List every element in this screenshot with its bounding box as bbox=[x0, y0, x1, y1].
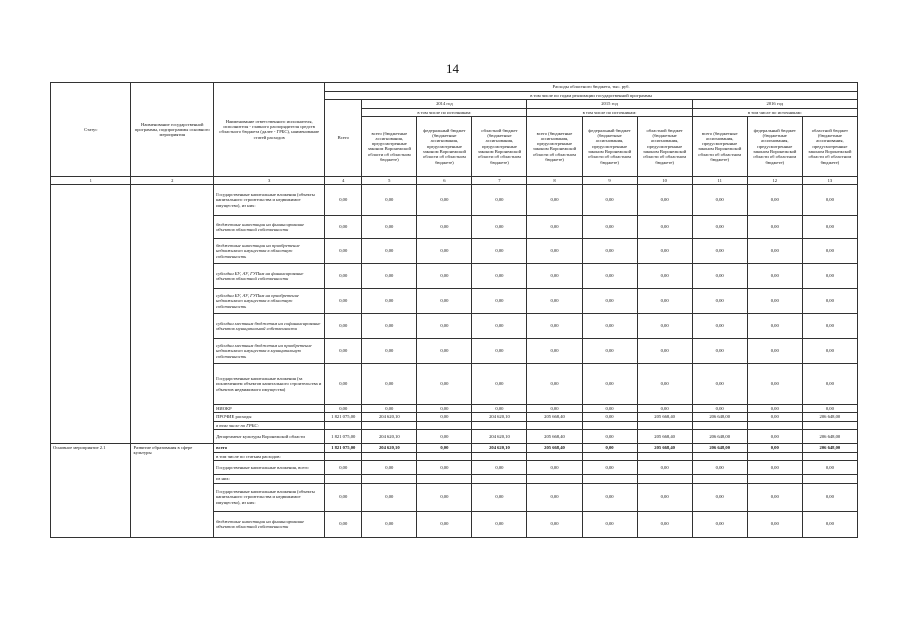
value-cell: 204 620,10 bbox=[362, 413, 417, 421]
header-sub-federal: федеральный бюджет (бюджетные ассигнования, предусмотренные законом Воронежской области об областном бюджете) bbox=[747, 116, 802, 176]
row-label: ПРОЧИЕ расходы bbox=[214, 413, 325, 421]
value-cell: 0,00 bbox=[417, 413, 472, 421]
main-event-name: Развитие образования в сфере культуры bbox=[131, 443, 214, 537]
value-cell: 0,00 bbox=[747, 314, 802, 339]
value-cell: 0,00 bbox=[747, 364, 802, 405]
value-cell: 0,00 bbox=[527, 185, 582, 216]
value-cell: 205 668,40 bbox=[527, 413, 582, 421]
value-cell: 0,00 bbox=[747, 429, 802, 443]
value-cell: 0,00 bbox=[582, 405, 637, 413]
column-number: 8 bbox=[527, 176, 582, 184]
value-cell: 0,00 bbox=[802, 511, 857, 537]
value-cell: 0,00 bbox=[472, 364, 527, 405]
value-cell: 0,00 bbox=[637, 239, 692, 264]
value-cell: 0,00 bbox=[527, 239, 582, 264]
column-number: 7 bbox=[472, 176, 527, 184]
value-cell: 0,00 bbox=[527, 314, 582, 339]
value-cell: 0,00 bbox=[527, 216, 582, 239]
value-cell: 0,00 bbox=[417, 216, 472, 239]
header-executor: Наименование ответственного исполнителя, исполнителя - главного распорядителя средств областного бюджета (далее - ГРБС), наименование статей расходов bbox=[214, 83, 325, 177]
value-cell: 0,00 bbox=[692, 185, 747, 216]
budget-table bbox=[50, 82, 858, 538]
value-cell bbox=[747, 452, 802, 460]
value-cell: 0,00 bbox=[747, 405, 802, 413]
row-label: всего bbox=[214, 443, 325, 452]
value-cell: 0,00 bbox=[582, 339, 637, 364]
value-cell: 0,00 bbox=[417, 339, 472, 364]
value-cell: 0,00 bbox=[417, 461, 472, 475]
row-label: субсидии БУ, АУ, ГУПам на приобретение недвижимого имущества в областную собственность bbox=[214, 289, 325, 314]
value-cell bbox=[362, 452, 417, 460]
column-number: 2 bbox=[131, 176, 214, 184]
value-cell bbox=[472, 421, 527, 429]
value-cell: 0,00 bbox=[472, 461, 527, 475]
column-number: 6 bbox=[417, 176, 472, 184]
value-cell: 1 821 075,00 bbox=[325, 413, 362, 421]
value-cell bbox=[472, 452, 527, 460]
value-cell: 0,00 bbox=[637, 289, 692, 314]
value-cell bbox=[325, 421, 362, 429]
row-label: Государственные капитальные вложения, всего bbox=[214, 461, 325, 475]
header-sub-regional: областной бюджет (бюджетные ассигнования, предусмотренные законом Воронежской области об областном бюджете) bbox=[472, 116, 527, 176]
value-cell: 0,00 bbox=[527, 264, 582, 289]
value-cell: 0,00 bbox=[325, 339, 362, 364]
column-number: 13 bbox=[802, 176, 857, 184]
value-cell: 0,00 bbox=[325, 185, 362, 216]
table-row bbox=[51, 443, 858, 452]
value-cell: 0,00 bbox=[362, 289, 417, 314]
header-sub-total: всего (бюджетные ассигнования, предусмотренные законом Воронежской области об областном бюджете) bbox=[527, 116, 582, 176]
value-cell: 0,00 bbox=[637, 339, 692, 364]
value-cell: 0,00 bbox=[325, 239, 362, 264]
value-cell: 0,00 bbox=[692, 405, 747, 413]
value-cell: 0,00 bbox=[362, 216, 417, 239]
value-cell: 0,00 bbox=[802, 483, 857, 511]
value-cell bbox=[417, 475, 472, 483]
value-cell: 0,00 bbox=[582, 364, 637, 405]
value-cell: 0,00 bbox=[417, 314, 472, 339]
value-cell bbox=[802, 421, 857, 429]
value-cell: 0,00 bbox=[637, 364, 692, 405]
value-cell: 0,00 bbox=[417, 443, 472, 452]
value-cell: 0,00 bbox=[362, 264, 417, 289]
value-cell: 0,00 bbox=[527, 405, 582, 413]
value-cell: 0,00 bbox=[472, 289, 527, 314]
value-cell: 0,00 bbox=[802, 264, 857, 289]
value-cell: 0,00 bbox=[472, 264, 527, 289]
value-cell: 0,00 bbox=[472, 511, 527, 537]
header-expenses: Расходы областного бюджета, тыс. руб. bbox=[325, 83, 858, 92]
value-cell bbox=[802, 475, 857, 483]
header-sub-total: всего (бюджетные ассигнования, предусмотренные законом Воронежской области об областном бюджете) bbox=[692, 116, 747, 176]
value-cell: 0,00 bbox=[802, 461, 857, 475]
column-number: 4 bbox=[325, 176, 362, 184]
value-cell: 0,00 bbox=[362, 511, 417, 537]
row-label: бюджетные инвестиции на финансирование объектов областной собственности bbox=[214, 511, 325, 537]
value-cell: 0,00 bbox=[637, 264, 692, 289]
header-sub-federal: федеральный бюджет (бюджетные ассигнования, предусмотренные законом Воронежской области об областном бюджете) bbox=[582, 116, 637, 176]
value-cell bbox=[637, 452, 692, 460]
value-cell: 0,00 bbox=[362, 314, 417, 339]
row-label: Государственные капитальные вложения (объекты капитального строительства и недвижимое имущество), из них: bbox=[214, 185, 325, 216]
column-number: 5 bbox=[362, 176, 417, 184]
value-cell: 204 620,10 bbox=[472, 443, 527, 452]
value-cell: 0,00 bbox=[582, 314, 637, 339]
value-cell: 0,00 bbox=[747, 264, 802, 289]
value-cell: 0,00 bbox=[527, 289, 582, 314]
header-sub-total: всего (бюджетные ассигнования, предусмотренные законом Воронежской области об областном бюджете) bbox=[362, 116, 417, 176]
value-cell: 0,00 bbox=[417, 364, 472, 405]
value-cell: 204 620,10 bbox=[472, 413, 527, 421]
value-cell: 0,00 bbox=[747, 185, 802, 216]
value-cell: 0,00 bbox=[362, 405, 417, 413]
value-cell: 0,00 bbox=[582, 511, 637, 537]
value-cell: 0,00 bbox=[362, 461, 417, 475]
value-cell: 0,00 bbox=[527, 483, 582, 511]
header-sources-2014: в том числе по источникам: bbox=[362, 108, 527, 116]
value-cell: 0,00 bbox=[692, 239, 747, 264]
value-cell: 0,00 bbox=[582, 185, 637, 216]
row-label: субсидии местным бюджетам на софинансирование объектов муниципальной собственности bbox=[214, 314, 325, 339]
column-number: 9 bbox=[582, 176, 637, 184]
row-label: бюджетные инвестиции на финансирование объектов областной собственности bbox=[214, 216, 325, 239]
value-cell: 0,00 bbox=[362, 239, 417, 264]
value-cell bbox=[692, 475, 747, 483]
value-cell: 0,00 bbox=[747, 443, 802, 452]
value-cell: 0,00 bbox=[747, 216, 802, 239]
value-cell: 0,00 bbox=[747, 461, 802, 475]
column-number: 12 bbox=[747, 176, 802, 184]
column-number: 3 bbox=[214, 176, 325, 184]
value-cell: 0,00 bbox=[692, 314, 747, 339]
value-cell: 206 648,00 bbox=[692, 443, 747, 452]
row-label: в том числе по статьям расходов: bbox=[214, 452, 325, 460]
value-cell: 0,00 bbox=[692, 483, 747, 511]
value-cell: 0,00 bbox=[325, 314, 362, 339]
value-cell: 0,00 bbox=[747, 413, 802, 421]
value-cell: 0,00 bbox=[637, 314, 692, 339]
value-cell bbox=[692, 452, 747, 460]
value-cell bbox=[802, 452, 857, 460]
value-cell: 0,00 bbox=[362, 185, 417, 216]
value-cell bbox=[527, 452, 582, 460]
value-cell: 0,00 bbox=[582, 429, 637, 443]
value-cell: 0,00 bbox=[747, 511, 802, 537]
header-total: Всего bbox=[325, 100, 362, 177]
row-label: из них: bbox=[214, 475, 325, 483]
value-cell bbox=[472, 475, 527, 483]
value-cell: 0,00 bbox=[472, 339, 527, 364]
value-cell: 0,00 bbox=[692, 461, 747, 475]
value-cell: 205 668,40 bbox=[637, 429, 692, 443]
value-cell: 0,00 bbox=[325, 364, 362, 405]
row-label: субсидии БУ, АУ, ГУПам на финансирование объектов областной собственности bbox=[214, 264, 325, 289]
value-cell bbox=[692, 421, 747, 429]
header-sub-regional: областной бюджет (бюджетные ассигнования, предусмотренные законом Воронежской области об областном бюджете) bbox=[637, 116, 692, 176]
value-cell: 206 648,00 bbox=[802, 443, 857, 452]
value-cell: 0,00 bbox=[325, 461, 362, 475]
value-cell: 0,00 bbox=[527, 364, 582, 405]
value-cell: 0,00 bbox=[802, 314, 857, 339]
value-cell: 0,00 bbox=[362, 364, 417, 405]
value-cell bbox=[527, 421, 582, 429]
main-event-status: Основное мероприятие 2.1 bbox=[51, 443, 131, 537]
value-cell: 0,00 bbox=[325, 216, 362, 239]
header-year-2016: 2016 год bbox=[692, 100, 857, 108]
value-cell: 0,00 bbox=[582, 461, 637, 475]
value-cell: 0,00 bbox=[417, 405, 472, 413]
value-cell: 0,00 bbox=[747, 289, 802, 314]
row-label: НИОКР bbox=[214, 405, 325, 413]
value-cell: 0,00 bbox=[802, 339, 857, 364]
value-cell: 0,00 bbox=[692, 289, 747, 314]
value-cell: 0,00 bbox=[637, 405, 692, 413]
header-sub-federal: федеральный бюджет (бюджетные ассигнования, предусмотренные законом Воронежской области об областном бюджете) bbox=[417, 116, 472, 176]
empty-status-cell bbox=[51, 185, 131, 444]
value-cell: 0,00 bbox=[325, 405, 362, 413]
value-cell: 205 668,40 bbox=[637, 413, 692, 421]
value-cell bbox=[417, 421, 472, 429]
value-cell: 1 821 075,00 bbox=[325, 429, 362, 443]
value-cell: 0,00 bbox=[802, 405, 857, 413]
value-cell: 0,00 bbox=[637, 185, 692, 216]
value-cell: 0,00 bbox=[417, 264, 472, 289]
value-cell: 0,00 bbox=[417, 239, 472, 264]
value-cell: 0,00 bbox=[692, 264, 747, 289]
value-cell: 0,00 bbox=[747, 339, 802, 364]
value-cell: 0,00 bbox=[582, 413, 637, 421]
value-cell: 0,00 bbox=[527, 511, 582, 537]
value-cell bbox=[637, 421, 692, 429]
value-cell bbox=[527, 475, 582, 483]
value-cell: 0,00 bbox=[417, 185, 472, 216]
column-number-row bbox=[51, 176, 858, 184]
value-cell bbox=[637, 475, 692, 483]
row-label: бюджетные инвестиции на приобретение недвижимого имущества в областную собственность bbox=[214, 239, 325, 264]
value-cell: 0,00 bbox=[582, 483, 637, 511]
page-number: 14 bbox=[446, 61, 459, 76]
value-cell: 206 648,00 bbox=[802, 413, 857, 421]
header-by-years: в том числе по годам реализации государственной программы bbox=[325, 92, 858, 100]
value-cell bbox=[362, 421, 417, 429]
value-cell: 0,00 bbox=[325, 483, 362, 511]
value-cell: 205 668,40 bbox=[527, 443, 582, 452]
value-cell: 206 648,00 bbox=[802, 429, 857, 443]
value-cell: 0,00 bbox=[582, 443, 637, 452]
value-cell: 204 620,10 bbox=[362, 443, 417, 452]
value-cell: 204 620,10 bbox=[472, 429, 527, 443]
value-cell: 0,00 bbox=[472, 185, 527, 216]
value-cell: 0,00 bbox=[472, 239, 527, 264]
value-cell: 0,00 bbox=[582, 264, 637, 289]
row-label: субсидии местным бюджетам на приобретение недвижимого имущества в муниципальную собственность bbox=[214, 339, 325, 364]
value-cell: 0,00 bbox=[637, 483, 692, 511]
header-status: Статус bbox=[51, 83, 131, 177]
value-cell: 0,00 bbox=[417, 289, 472, 314]
row-label: Департамент культуры Воронежской области bbox=[214, 429, 325, 443]
value-cell bbox=[582, 421, 637, 429]
value-cell: 0,00 bbox=[802, 364, 857, 405]
column-number: 1 bbox=[51, 176, 131, 184]
value-cell bbox=[747, 421, 802, 429]
column-number: 11 bbox=[692, 176, 747, 184]
value-cell: 0,00 bbox=[692, 339, 747, 364]
header-sub-regional: областной бюджет (бюджетные ассигнования, предусмотренные законом Воронежской области об областном бюджете) bbox=[802, 116, 857, 176]
value-cell: 0,00 bbox=[802, 216, 857, 239]
value-cell: 0,00 bbox=[582, 289, 637, 314]
value-cell bbox=[582, 475, 637, 483]
value-cell: 0,00 bbox=[472, 216, 527, 239]
value-cell: 0,00 bbox=[325, 264, 362, 289]
value-cell bbox=[747, 475, 802, 483]
value-cell: 0,00 bbox=[747, 239, 802, 264]
value-cell: 0,00 bbox=[582, 216, 637, 239]
value-cell: 0,00 bbox=[692, 216, 747, 239]
value-cell: 205 668,40 bbox=[637, 443, 692, 452]
row-label: в том числе по ГРБС: bbox=[214, 421, 325, 429]
value-cell bbox=[325, 452, 362, 460]
header-sources-2016: в том числе по источникам: bbox=[692, 108, 857, 116]
value-cell: 0,00 bbox=[802, 185, 857, 216]
value-cell: 0,00 bbox=[527, 461, 582, 475]
value-cell bbox=[325, 475, 362, 483]
header-sources-2015: в том числе по источникам: bbox=[527, 108, 692, 116]
empty-name-cell bbox=[131, 185, 214, 444]
value-cell: 0,00 bbox=[637, 216, 692, 239]
value-cell: 0,00 bbox=[362, 483, 417, 511]
value-cell bbox=[582, 452, 637, 460]
value-cell bbox=[417, 452, 472, 460]
value-cell: 204 620,10 bbox=[362, 429, 417, 443]
value-cell: 0,00 bbox=[472, 483, 527, 511]
row-label: Государственные капитальные вложения (за исключением объектов капитального строительства и объектов недвижимого имущества) bbox=[214, 364, 325, 405]
value-cell: 0,00 bbox=[527, 339, 582, 364]
value-cell: 0,00 bbox=[582, 239, 637, 264]
row-label: Государственные капитальные вложения (объекты капитального строительства и недвижимое имущество), из них: bbox=[214, 483, 325, 511]
value-cell: 0,00 bbox=[637, 461, 692, 475]
value-cell: 0,00 bbox=[692, 511, 747, 537]
value-cell: 0,00 bbox=[472, 405, 527, 413]
value-cell: 0,00 bbox=[417, 483, 472, 511]
value-cell: 0,00 bbox=[472, 314, 527, 339]
value-cell: 0,00 bbox=[417, 511, 472, 537]
value-cell: 206 648,00 bbox=[692, 429, 747, 443]
header-program-name: Наименование государственной программы, подпрограммы основного мероприятия bbox=[131, 83, 214, 177]
value-cell: 205 668,40 bbox=[527, 429, 582, 443]
value-cell bbox=[362, 475, 417, 483]
value-cell: 206 648,00 bbox=[692, 413, 747, 421]
value-cell: 0,00 bbox=[637, 511, 692, 537]
header-year-2014: 2014 год bbox=[362, 100, 527, 108]
value-cell: 0,00 bbox=[325, 289, 362, 314]
value-cell: 0,00 bbox=[417, 429, 472, 443]
value-cell: 0,00 bbox=[362, 339, 417, 364]
value-cell: 1 821 075,00 bbox=[325, 443, 362, 452]
value-cell: 0,00 bbox=[325, 511, 362, 537]
header-year-2015: 2015 год bbox=[527, 100, 692, 108]
column-number: 10 bbox=[637, 176, 692, 184]
value-cell: 0,00 bbox=[802, 239, 857, 264]
table-row bbox=[51, 185, 858, 216]
value-cell: 0,00 bbox=[692, 364, 747, 405]
value-cell: 0,00 bbox=[747, 483, 802, 511]
value-cell: 0,00 bbox=[802, 289, 857, 314]
